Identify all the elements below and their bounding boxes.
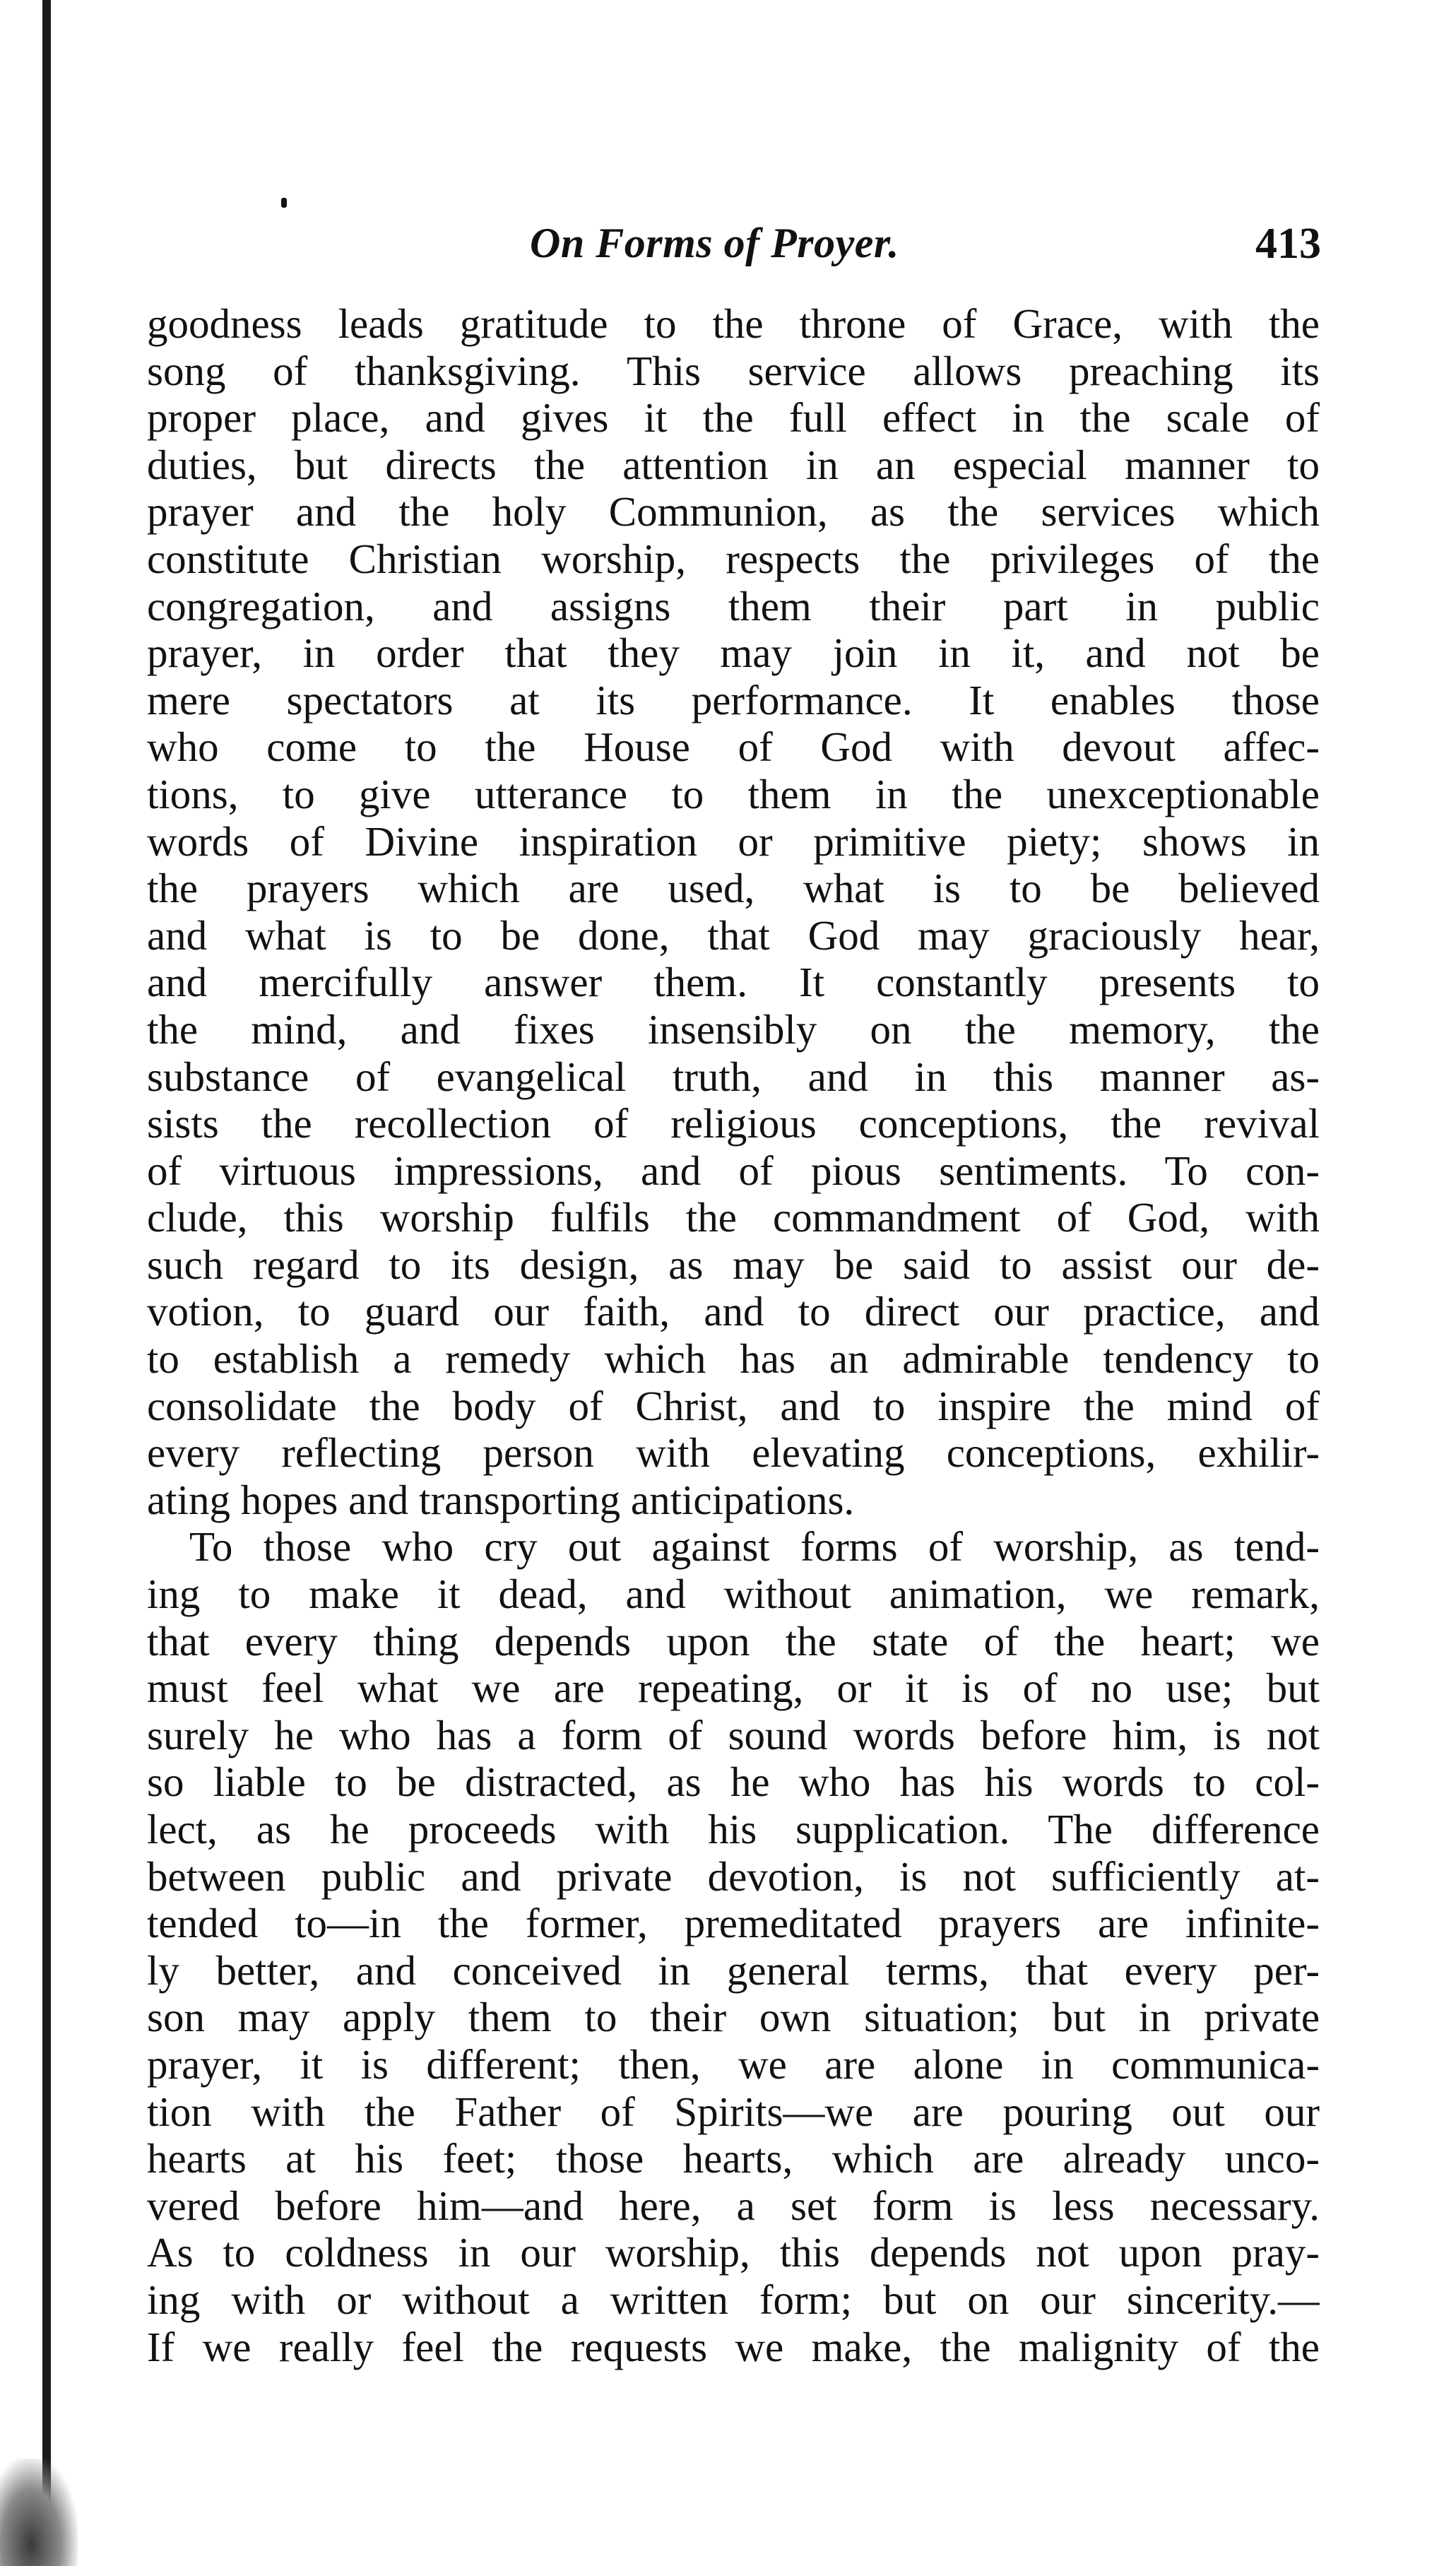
text-line: so liable to be distracted, as he who has his words to col- [147,1758,1320,1806]
paragraph-start-line: To those who cry out against forms of worship, as tend- [189,1523,1320,1571]
running-title: On Forms of Proyer. [530,220,899,266]
text-line: proper place, and gives it the full effect in the scale of [147,394,1320,442]
page-number: 413 [1255,220,1321,268]
text-line: tions, to give utterance to them in the unexceptionable [147,770,1320,817]
text-line: every reflecting person with elevating conceptions, exhilir- [147,1429,1320,1477]
text-line: tended to—in the former, premeditated prayers are infinite- [147,1900,1320,1947]
page-header [148,212,1321,276]
text-line: mere spectators at its performance. It enables those [147,676,1320,723]
text-line: prayer, in order that they may join in it, and not be [147,629,1320,677]
page-binding-edge [42,0,51,2566]
body-text [147,300,1320,2370]
text-line: song of thanksgiving. This service allows preaching its [147,347,1320,394]
text-line: surely he who has a form of sound words before him, is not [147,1711,1320,1758]
text-line: who come to the House of God with devout affec- [147,723,1320,771]
text-line: As to coldness in our worship, this depends not upon pray- [147,2229,1320,2276]
text-line: substance of evangelical truth, and in this manner as- [147,1053,1320,1100]
text-line: lect, as he proceeds with his supplication. The difference [147,1806,1320,1852]
text-line: that every thing depends upon the state of the heart; we [147,1617,1320,1665]
binding-shadow [0,2459,78,2566]
text-line: words of Divine inspiration or primitive piety; shows in [147,817,1320,865]
text-line: to establish a remedy which has an admirable tendency to [147,1335,1320,1383]
text-line: of virtuous impressions, and of pious sentiments. To con- [147,1147,1320,1194]
text-line: vered before him—and here, a set form is less necessary. [147,2182,1320,2229]
text-line: tion with the Father of Spirits—we are pouring out our [147,2088,1320,2135]
text-line: and what is to be done, that God may graciously hear, [147,911,1320,959]
text-line: ing to make it dead, and without animation, we remark, [147,1571,1320,1618]
text-line: If we really feel the requests we make, the malignity of the [147,2323,1320,2370]
text-line: goodness leads gratitude to the throne of Grace, with the [147,300,1320,347]
text-line: duties, but directs the attention in an especial manner to [147,441,1320,488]
text-line: prayer, it is different; then, we are alone in communica- [147,2040,1320,2088]
text-line: such regard to its design, as may be said to assist our de- [147,1241,1320,1288]
text-line: sists the recollection of religious conceptions, the revival [147,1100,1320,1147]
ink-mark [281,198,287,208]
text-line: congregation, and assigns them their part in public [147,582,1320,629]
text-line: ly better, and conceived in general terms, that every per- [147,1946,1320,1994]
text-line: the prayers which are used, what is to be believed [147,865,1320,912]
text-line: must feel what we are repeating, or it is of no use; but [147,1665,1320,1712]
text-line: clude, this worship fulfils the commandment of God, with [147,1194,1320,1241]
text-line: hearts at his feet; those hearts, which are already unco- [147,2135,1320,2182]
text-line: votion, to guard our faith, and to direct our practice, and [147,1288,1320,1335]
text-line: son may apply them to their own situation; but in private [147,1994,1320,2041]
text-line: constitute Christian worship, respects the privileges of the [147,535,1320,582]
text-line: and mercifully answer them. It constantly presents to [147,959,1320,1006]
text-line: the mind, and fixes insensibly on the memory, the [147,1005,1320,1053]
text-line: ing with or without a written form; but on our sincerity.— [147,2276,1320,2323]
paragraph-end-line: ating hopes and transporting anticipations. [147,1476,855,1523]
text-line: prayer and the holy Communion, as the services which [147,488,1320,536]
text-line: between public and private devotion, is not sufficiently at- [147,1852,1320,1900]
text-line: consolidate the body of Christ, and to inspire the mind of [147,1382,1320,1429]
